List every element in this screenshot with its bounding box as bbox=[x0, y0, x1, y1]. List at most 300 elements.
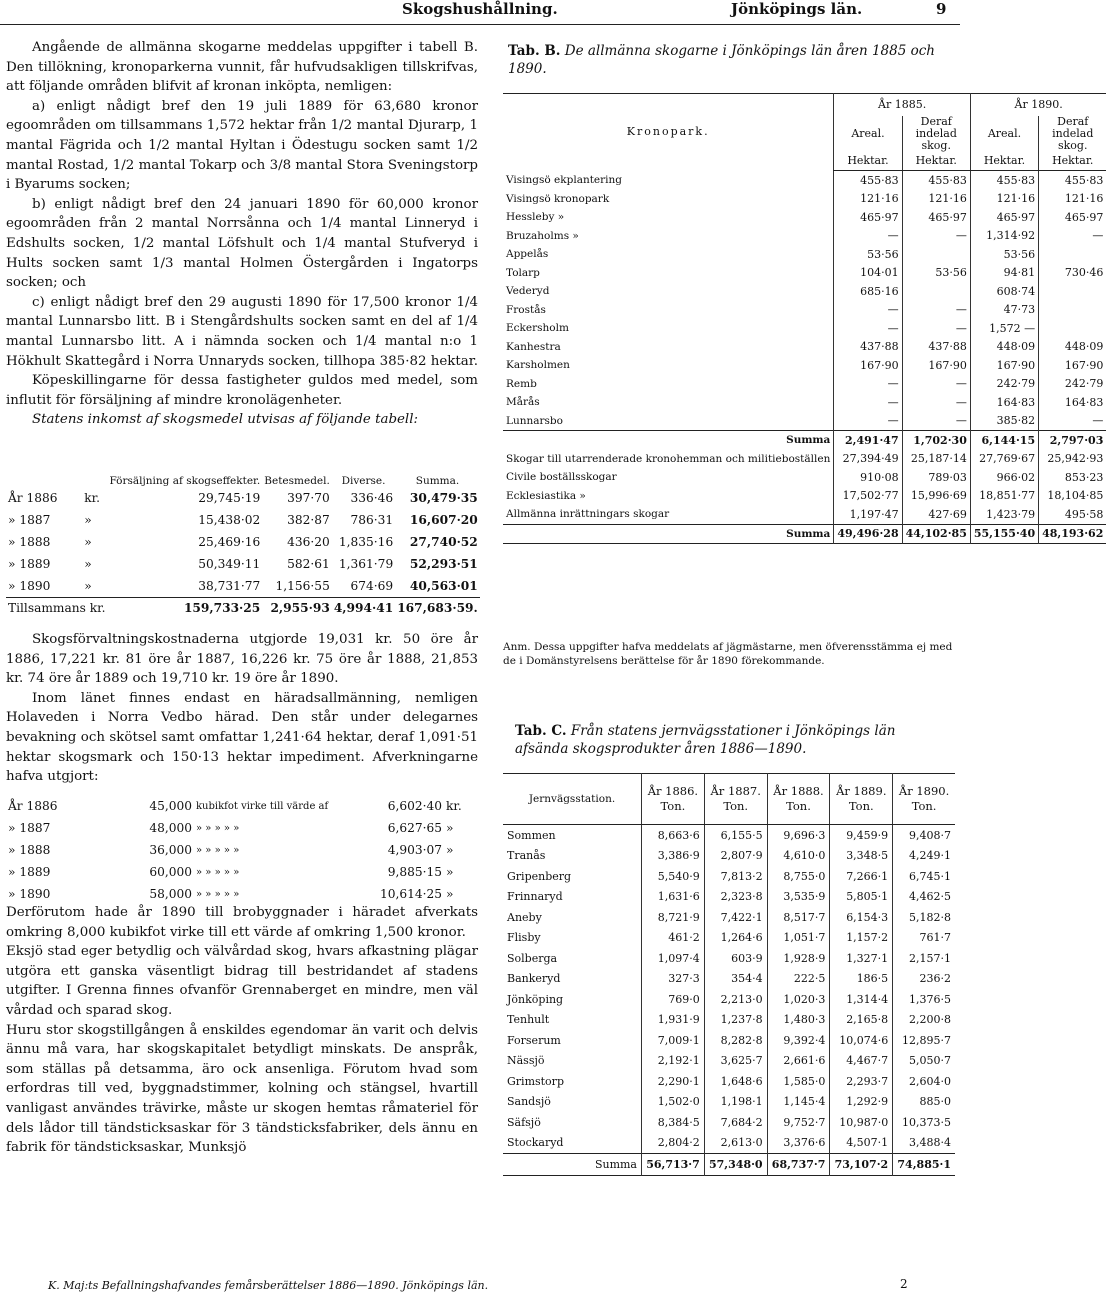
cell: 465·97 bbox=[902, 208, 970, 227]
cell: — bbox=[834, 393, 902, 412]
cell: 7,813·2 bbox=[704, 866, 767, 887]
cell: 3,488·4 bbox=[893, 1133, 955, 1154]
column-header bbox=[642, 774, 705, 825]
cell: 8,663·6 bbox=[642, 825, 705, 846]
column-header: Summa. bbox=[415, 475, 460, 487]
table-row bbox=[503, 190, 1106, 209]
paragraph: Inom länet finnes endast en häradsallmänning, nemligen Holaveden i Norra Vedbo härad. Den står under delegarnes bevakning och skötsel samt omfattar 1,241·64 hektar, deraf 1,091·51 hektar skogsmark och 150·13 hektar impediment. Afverkningarne hafva utgjort: bbox=[6, 690, 478, 785]
cell: 94·81 bbox=[970, 264, 1038, 283]
cell: — bbox=[834, 412, 902, 431]
cell bbox=[1039, 319, 1106, 338]
row-label: Vederyd bbox=[506, 285, 550, 298]
cell: 4,507·1 bbox=[830, 1133, 893, 1154]
cell: 455·83 bbox=[1039, 171, 1106, 190]
row-label: Visingsö kronopark bbox=[506, 192, 610, 205]
year-label: År 1888. bbox=[773, 784, 824, 798]
paragraph: Angående de allmänna skogarne meddelas uppgifter i tabell B. Den tillökning, kronoparkerna vunnit, får hufvudsakligen tillskrifvas, att följande områden blifvit af kronan inköpta, nemligen: bbox=[6, 40, 478, 95]
cell: 4,249·1 bbox=[893, 846, 955, 867]
row-label: Summa bbox=[503, 1154, 642, 1176]
table-row bbox=[503, 948, 955, 969]
table-row bbox=[6, 861, 486, 883]
row-label: Ecklesiastika » bbox=[506, 489, 586, 502]
table-row bbox=[503, 1092, 955, 1113]
cell: 1,264·6 bbox=[704, 928, 767, 949]
cell: 1,931·9 bbox=[642, 1010, 705, 1031]
table-row bbox=[503, 1071, 955, 1092]
cell: 427·69 bbox=[902, 505, 970, 524]
column-header bbox=[830, 774, 893, 825]
table-header-row bbox=[503, 774, 955, 825]
cell: 2,604·0 bbox=[893, 1071, 955, 1092]
table-row bbox=[503, 338, 1106, 357]
cell: — bbox=[1039, 227, 1106, 246]
column-header: Jernvägsstation. bbox=[503, 774, 642, 825]
row-label: Solberga bbox=[507, 951, 558, 965]
row-label: Gripenberg bbox=[507, 869, 572, 883]
cell: 6,602·40 bbox=[387, 799, 443, 813]
unit-label: Ton. bbox=[723, 799, 749, 813]
column-header bbox=[767, 774, 830, 825]
cell: — bbox=[902, 319, 970, 338]
table-row bbox=[503, 412, 1106, 431]
footer-source: K. Maj:ts Befallningshafvandes femårsberättelser 1886—1890. Jönköpings län. bbox=[48, 1279, 489, 1292]
cell: 15,996·69 bbox=[902, 487, 970, 506]
cell: 674·69 bbox=[350, 579, 394, 593]
cell: 53·56 bbox=[902, 264, 970, 283]
cell: 73,107·2 bbox=[830, 1154, 893, 1176]
table-row bbox=[503, 301, 1106, 320]
cell: — bbox=[834, 227, 902, 246]
paragraph: Skogsförvaltningskostnaderna utgjorde 19,031 kr. 50 öre år 1886, 17,221 kr. 81 öre år 1887, 16,226 kr. 75 öre år 1888, 21,853 kr. 74 öre år 1889 och 19,710 kr. 19 öre år 1890. bbox=[6, 632, 478, 687]
cell: 1,361·79 bbox=[338, 557, 394, 571]
cell: 9,408·7 bbox=[893, 825, 955, 846]
cell: 761·7 bbox=[893, 928, 955, 949]
cell: 10,373·5 bbox=[893, 1112, 955, 1133]
cell: — bbox=[834, 301, 902, 320]
unit-header: Hektar. bbox=[970, 152, 1038, 171]
row-label: » 1890 bbox=[8, 579, 51, 593]
cell: 38,731·77 bbox=[198, 579, 261, 593]
cell: 7,009·1 bbox=[642, 1030, 705, 1051]
row-label: Remb bbox=[506, 377, 537, 390]
row-label: Hessleby » bbox=[506, 211, 565, 224]
cell: 5,540·9 bbox=[642, 866, 705, 887]
cell: 5,805·1 bbox=[830, 887, 893, 908]
table-row bbox=[6, 553, 480, 575]
row-label: » 1887 bbox=[8, 513, 51, 527]
cell: 58,000 bbox=[149, 887, 192, 901]
unit: » bbox=[84, 513, 92, 527]
left-column-text-2 bbox=[6, 630, 478, 787]
cell: 2,192·1 bbox=[642, 1051, 705, 1072]
unit-label: Ton. bbox=[911, 799, 937, 813]
cell: 6,144·15 bbox=[970, 431, 1038, 450]
cell: 6,745·1 bbox=[893, 866, 955, 887]
cell: 1,572 — bbox=[970, 319, 1038, 338]
cell: 327·3 bbox=[642, 969, 705, 990]
cell: 789·03 bbox=[902, 468, 970, 487]
unit: kr. bbox=[84, 491, 100, 505]
cell: 8,517·7 bbox=[767, 907, 830, 928]
table-row bbox=[6, 509, 480, 531]
cell: 1,585·0 bbox=[767, 1071, 830, 1092]
cell: 2,290·1 bbox=[642, 1071, 705, 1092]
unit: » bbox=[84, 557, 92, 571]
cell: 1,327·1 bbox=[830, 948, 893, 969]
row-label: Frostås bbox=[506, 303, 546, 316]
cell: 53·56 bbox=[970, 245, 1038, 264]
cell bbox=[902, 245, 970, 264]
cell: 6,627·65 bbox=[387, 821, 443, 835]
column-header: Kronopark. bbox=[626, 125, 710, 139]
table-header-row bbox=[503, 94, 1106, 117]
cell: 495·58 bbox=[1039, 505, 1106, 524]
cell: 159,733·25 bbox=[107, 598, 262, 619]
cell: 167,683·59. bbox=[395, 598, 480, 619]
table-row bbox=[6, 817, 486, 839]
row-label: Forserum bbox=[507, 1033, 561, 1047]
table-row bbox=[503, 846, 955, 867]
table-c bbox=[503, 773, 955, 1176]
column-header: Deraf indelad skog. bbox=[1039, 116, 1106, 152]
cell: 2,165·8 bbox=[830, 1010, 893, 1031]
row-label: Lunnarsbo bbox=[506, 414, 563, 427]
cell: 121·16 bbox=[902, 190, 970, 209]
cell: 36,000 bbox=[149, 843, 192, 857]
cell: — bbox=[834, 375, 902, 394]
table-header-row bbox=[6, 465, 480, 487]
unit-label: Ton. bbox=[848, 799, 874, 813]
table-row bbox=[503, 375, 1106, 394]
unit: » bbox=[84, 579, 92, 593]
header-region-title: Jönköpings län. bbox=[731, 0, 863, 18]
summa-row bbox=[503, 524, 1106, 544]
cell: 68,737·7 bbox=[767, 1154, 830, 1176]
cell: — bbox=[902, 412, 970, 431]
cell: 1,157·2 bbox=[830, 928, 893, 949]
cell: 6,155·5 bbox=[704, 825, 767, 846]
cell: 15,438·02 bbox=[198, 513, 261, 527]
cell: 167·90 bbox=[1039, 356, 1106, 375]
cell: 10,614·25 bbox=[380, 887, 443, 901]
table-b-title: De allmänna skogarne i Jönköpings län åren 1885 och 1890. bbox=[508, 43, 935, 77]
total-row bbox=[6, 598, 480, 619]
row-label: » 1888 bbox=[8, 535, 51, 549]
row-label: Jönköping bbox=[507, 992, 564, 1006]
cell: 10,987·0 bbox=[830, 1112, 893, 1133]
cell: 685·16 bbox=[834, 282, 902, 301]
cell: 29,745·19 bbox=[198, 491, 261, 505]
row-label: Civile boställsskogar bbox=[506, 471, 617, 484]
unit-header: Hektar. bbox=[834, 152, 902, 171]
cell: 397·70 bbox=[287, 491, 330, 505]
column-header bbox=[704, 774, 767, 825]
cell: 9,752·7 bbox=[767, 1112, 830, 1133]
cell: 16,607·20 bbox=[409, 513, 478, 527]
cell: 25,469·16 bbox=[198, 535, 261, 549]
column-header: Diverse. bbox=[341, 475, 386, 487]
cell: 1,145·4 bbox=[767, 1092, 830, 1113]
cell: 104·01 bbox=[834, 264, 902, 283]
signature-mark: 2 bbox=[900, 1277, 908, 1291]
cell: 465·97 bbox=[1039, 208, 1106, 227]
cell: 1,480·3 bbox=[767, 1010, 830, 1031]
table-row bbox=[503, 989, 955, 1010]
cell: 17,502·77 bbox=[834, 487, 902, 506]
cell: 465·97 bbox=[834, 208, 902, 227]
cell: 45,000 bbox=[149, 799, 192, 813]
cell: 7,422·1 bbox=[704, 907, 767, 928]
cell: 2,200·8 bbox=[893, 1010, 955, 1031]
cell: 3,625·7 bbox=[704, 1051, 767, 1072]
cell: 465·97 bbox=[970, 208, 1038, 227]
cell: » bbox=[446, 821, 454, 835]
left-column-text-3 bbox=[6, 903, 478, 1158]
cell: 25,942·93 bbox=[1039, 450, 1106, 469]
row-label: Visingsö ekplantering bbox=[506, 174, 623, 186]
cell: 8,384·5 bbox=[642, 1112, 705, 1133]
cell bbox=[1039, 282, 1106, 301]
paragraph: Huru stor skogstillgången å enskildes egendomar än varit och delvis ännu må vara, har skogskapitalet betydligt minskats. De anspråk, som ställas på detsamma, äro ock ansenliga. Förutom hvad som erfordras till ved, byggnadstimmer, kolning och stängsel, hvartill vanligast användes trävirke, måste ur skogen hemtas råmateriel för dels lådor till tändsticksaskar för 3 tändsticksfabriker, dels ännu en fabrik för tändsticksaskar, Munksjö bbox=[6, 1022, 478, 1156]
cell: 50,349·11 bbox=[198, 557, 261, 571]
cell: 25,187·14 bbox=[902, 450, 970, 469]
cell: 121·16 bbox=[1039, 190, 1106, 209]
paragraph: Köpeskillingarne för dessa fastigheter guldos med medel, som influtit för försäljning af mindre kronolägenheter. bbox=[6, 373, 478, 408]
table-row bbox=[503, 505, 1106, 524]
row-label: » 1888 bbox=[8, 843, 51, 857]
cell: 436·20 bbox=[287, 535, 330, 549]
column-header: Deraf indelad skog. bbox=[902, 116, 970, 152]
cell: 1,702·30 bbox=[902, 431, 970, 450]
cell: 1,928·9 bbox=[767, 948, 830, 969]
cell: 2,613·0 bbox=[704, 1133, 767, 1154]
unit-header: Hektar. bbox=[902, 152, 970, 171]
cell: — bbox=[902, 301, 970, 320]
column-header: Betesmedel. bbox=[264, 475, 330, 487]
paragraph: a) enligt nådigt bref den 19 juli 1889 för 63,680 kronor egoområden om tillsammans 1,572 hektar från 1/2 mantal Djurarp, 1 mantal Fägrida och 1/2 mantal Hyltan i Ödestugu socken samt 1/2 mantal Rostad, 1/2 mantal Tokarp och 3/8 mantal Stora Sveningstorp i Byarums socken; bbox=[6, 98, 478, 193]
cell: 608·74 bbox=[970, 282, 1038, 301]
row-label: Allmänna inrättningars skogar bbox=[506, 508, 670, 521]
cell: 8,721·9 bbox=[642, 907, 705, 928]
row-label: Tranås bbox=[507, 849, 546, 863]
cell: — bbox=[902, 227, 970, 246]
left-column-text bbox=[6, 38, 478, 430]
cell: 1,423·79 bbox=[970, 505, 1038, 524]
cell: 1,198·1 bbox=[704, 1092, 767, 1113]
cell: 455·83 bbox=[834, 171, 902, 190]
row-label: Skogar till utarrenderade kronohemman och militieboställen bbox=[506, 452, 831, 465]
cell: 55,155·40 bbox=[970, 524, 1038, 544]
cell: 4,610·0 bbox=[767, 846, 830, 867]
row-label: Summa bbox=[503, 524, 834, 544]
table-row bbox=[503, 1051, 955, 1072]
cell: 167·90 bbox=[902, 356, 970, 375]
table-row bbox=[503, 866, 955, 887]
cell: 1,020·3 bbox=[767, 989, 830, 1010]
cell: » » » » » bbox=[196, 866, 240, 878]
cell: 60,000 bbox=[149, 865, 192, 879]
cell: 1,237·8 bbox=[704, 1010, 767, 1031]
table-row bbox=[503, 487, 1106, 506]
row-label: Grimstorp bbox=[507, 1074, 564, 1088]
row-label: » 1890 bbox=[8, 887, 51, 901]
cell: 9,885·15 bbox=[387, 865, 443, 879]
cell: 8,755·0 bbox=[767, 866, 830, 887]
cell: 242·79 bbox=[1039, 375, 1106, 394]
column-header: Försäljning af skogseffekter. bbox=[109, 475, 261, 487]
row-label: Säfsjö bbox=[507, 1115, 541, 1129]
table-row bbox=[503, 969, 955, 990]
table-row bbox=[503, 356, 1106, 375]
table-row bbox=[503, 468, 1106, 487]
year-label: År 1890. bbox=[898, 784, 950, 798]
table-row bbox=[503, 208, 1106, 227]
cell: 2,157·1 bbox=[893, 948, 955, 969]
column-header: År 1890. bbox=[970, 94, 1106, 117]
summa-row bbox=[503, 431, 1106, 450]
cell: 5,050·7 bbox=[893, 1051, 955, 1072]
cell: 27,740·52 bbox=[409, 535, 478, 549]
table-row bbox=[503, 171, 1106, 190]
row-label: Bankeryd bbox=[507, 972, 561, 986]
table-row bbox=[503, 245, 1106, 264]
cell: 448·09 bbox=[970, 338, 1038, 357]
table-b-label: Tab. B. bbox=[508, 43, 561, 59]
cell: 1,314·4 bbox=[830, 989, 893, 1010]
cell: 1,502·0 bbox=[642, 1092, 705, 1113]
table-row bbox=[503, 450, 1106, 469]
row-label: » 1889 bbox=[8, 865, 51, 879]
cell: 164·83 bbox=[1039, 393, 1106, 412]
cell: 8,282·8 bbox=[704, 1030, 767, 1051]
cell: 1,376·5 bbox=[893, 989, 955, 1010]
cell: 27,769·67 bbox=[970, 450, 1038, 469]
header-section-title: Skogshushållning. bbox=[402, 0, 558, 18]
cell: 10,074·6 bbox=[830, 1030, 893, 1051]
cell: 437·88 bbox=[902, 338, 970, 357]
table-row bbox=[503, 1030, 955, 1051]
column-header: Areal. bbox=[970, 116, 1038, 152]
cell: 40,563·01 bbox=[409, 579, 478, 593]
cell: 121·16 bbox=[970, 190, 1038, 209]
cell: 2,797·03 bbox=[1039, 431, 1106, 450]
unit: » bbox=[84, 535, 92, 549]
cell: 18,851·77 bbox=[970, 487, 1038, 506]
cell: 455·83 bbox=[970, 171, 1038, 190]
row-label: År 1886 bbox=[8, 799, 58, 813]
cell: 4,994·41 bbox=[332, 598, 395, 619]
cell: 222·5 bbox=[767, 969, 830, 990]
cell: 27,394·49 bbox=[834, 450, 902, 469]
cell: — bbox=[834, 319, 902, 338]
table-row bbox=[6, 839, 486, 861]
cell: 49,496·28 bbox=[834, 524, 902, 544]
cell: — bbox=[1039, 412, 1106, 431]
cell: 1,648·6 bbox=[704, 1071, 767, 1092]
table-row bbox=[503, 282, 1106, 301]
cell: » bbox=[446, 843, 454, 857]
cell: 7,266·1 bbox=[830, 866, 893, 887]
cell: 1,156·55 bbox=[275, 579, 330, 593]
cell: 2,491·47 bbox=[834, 431, 902, 450]
cell: 5,182·8 bbox=[893, 907, 955, 928]
year-label: År 1887. bbox=[710, 784, 761, 798]
cell: — bbox=[902, 393, 970, 412]
cell: 786·31 bbox=[350, 513, 394, 527]
cell: 2,661·6 bbox=[767, 1051, 830, 1072]
table-c-caption bbox=[515, 722, 953, 758]
row-label: Summa bbox=[503, 431, 834, 450]
cell: 2,323·8 bbox=[704, 887, 767, 908]
cell: » » » » » bbox=[196, 888, 240, 900]
cell: 4,903·07 bbox=[387, 843, 443, 857]
paragraph: Derförutom hade år 1890 till brobyggnader i häradet afverkats omkring 8,000 kubikfot virke till ett värde af omkring 1,500 kronor. bbox=[6, 905, 478, 940]
cell: 1,097·4 bbox=[642, 948, 705, 969]
table-row bbox=[503, 825, 955, 846]
cell: 7,684·2 bbox=[704, 1112, 767, 1133]
cell: 336·46 bbox=[350, 491, 394, 505]
cell: 30,479·35 bbox=[409, 491, 478, 505]
cell: 121·16 bbox=[834, 190, 902, 209]
row-label: Tillsammans kr. bbox=[6, 598, 107, 619]
cell: 1,631·6 bbox=[642, 887, 705, 908]
cell: 9,459·9 bbox=[830, 825, 893, 846]
cell: 74,885·1 bbox=[893, 1154, 955, 1176]
unit-header: Hektar. bbox=[1039, 152, 1106, 171]
column-header: År 1885. bbox=[834, 94, 971, 117]
running-header bbox=[0, 0, 960, 26]
felling-table bbox=[6, 795, 486, 905]
table-b bbox=[503, 93, 1106, 544]
cell: 853·23 bbox=[1039, 468, 1106, 487]
paragraph: c) enligt nådigt bref den 29 augusti 1890 för 17,500 kronor 1/4 mantal Lunnarsbo litt. B i Stengårdshults socken samt en del af 1/4 mantal Lunnarsbo litt. A i nämnda socken och 1/4 mantal n:o 1 Hökhult Skattegård i Norra Unnaryds socken, tillhopa 385·82 hektar. bbox=[6, 294, 478, 369]
cell: 44,102·85 bbox=[902, 524, 970, 544]
row-label: Stockaryd bbox=[507, 1136, 564, 1150]
cell: 3,386·9 bbox=[642, 846, 705, 867]
table-row bbox=[503, 1133, 955, 1154]
row-label: Tenhult bbox=[507, 1013, 550, 1027]
cell: 3,376·6 bbox=[767, 1133, 830, 1154]
table-row bbox=[6, 531, 480, 553]
table-row bbox=[503, 264, 1106, 283]
cell: 242·79 bbox=[970, 375, 1038, 394]
income-table bbox=[6, 465, 480, 618]
table-row bbox=[503, 227, 1106, 246]
cell: 167·90 bbox=[834, 356, 902, 375]
cell bbox=[902, 282, 970, 301]
table-c-label: Tab. C. bbox=[515, 723, 567, 739]
cell: 18,104·85 bbox=[1039, 487, 1106, 506]
cell: kubikfot virke till värde af bbox=[196, 800, 329, 812]
unit-label: Ton. bbox=[786, 799, 811, 813]
cell: 56,713·7 bbox=[642, 1154, 705, 1176]
row-label: Kanhestra bbox=[506, 340, 561, 353]
column-header bbox=[893, 774, 955, 825]
year-label: År 1889. bbox=[836, 784, 887, 798]
table-row bbox=[503, 1010, 955, 1031]
cell bbox=[1039, 245, 1106, 264]
column-header: Areal. bbox=[834, 116, 902, 152]
cell: 6,154·3 bbox=[830, 907, 893, 928]
row-label: Appelås bbox=[506, 248, 549, 261]
row-label: Karsholmen bbox=[506, 359, 570, 372]
cell: 48,193·62 bbox=[1039, 524, 1106, 544]
table-row bbox=[503, 928, 955, 949]
table-row bbox=[6, 883, 486, 905]
cell: » » » » » bbox=[196, 844, 240, 856]
table-row bbox=[6, 575, 480, 598]
cell: 3,535·9 bbox=[767, 887, 830, 908]
